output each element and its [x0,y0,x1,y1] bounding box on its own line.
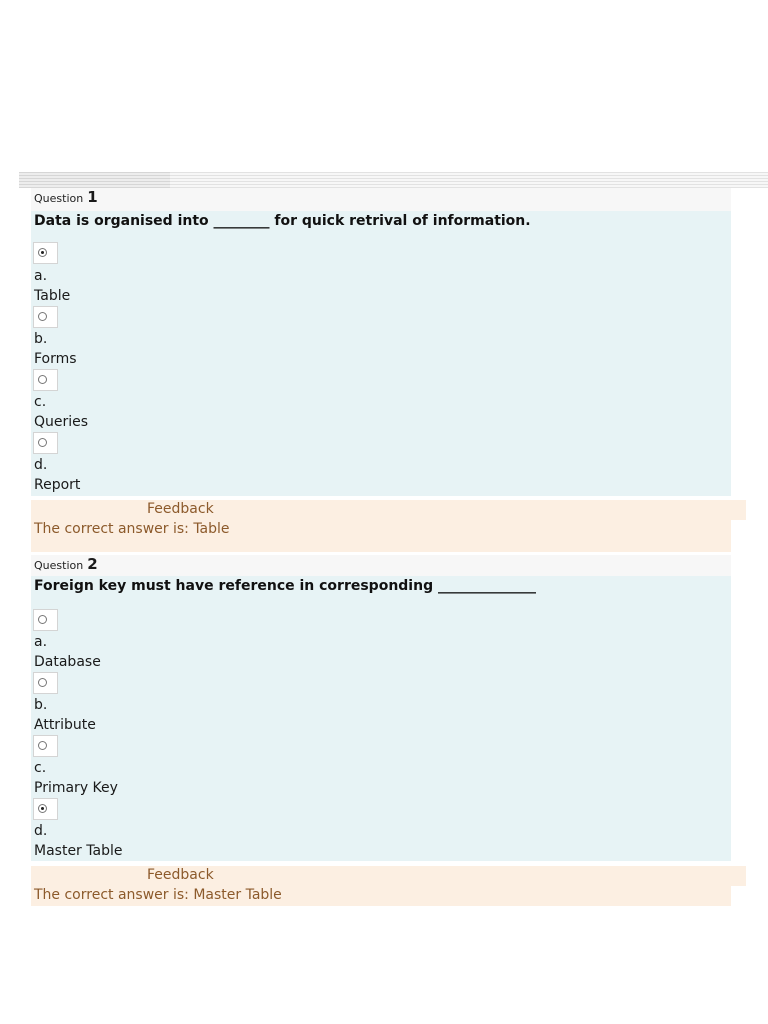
option-text[interactable]: Database [34,654,101,670]
feedback-text: The correct answer is: Table [34,521,230,537]
option-b-radio[interactable] [33,306,58,328]
option-text[interactable]: Queries [34,414,89,430]
radio-unchecked-icon [38,438,47,447]
radio-unchecked-icon [38,741,47,750]
feedback-body [31,886,731,906]
option-c-radio[interactable] [33,369,58,391]
radio-checked-icon [38,248,47,257]
option-letter: c. [34,394,47,410]
header-divider-segment [19,172,170,188]
option-letter: d. [34,823,48,839]
option-d-radio[interactable] [33,432,58,454]
question-label: Question [34,192,84,205]
option-letter: b. [34,697,48,713]
option-letter: a. [34,634,48,650]
option-text[interactable]: Report [34,477,81,493]
question-label: Question [34,559,84,572]
option-d-radio[interactable] [33,798,58,820]
option-b-radio[interactable] [33,672,58,694]
option-a-radio[interactable] [33,242,58,264]
option-letter: c. [34,760,47,776]
option-c-radio[interactable] [33,735,58,757]
feedback-header [31,500,746,520]
option-text[interactable]: Attribute [34,717,96,733]
question-number: 2 [87,555,98,573]
header-divider [19,172,768,188]
feedback-title: Feedback [147,501,214,517]
question-2-body [31,576,731,861]
question-2-text: Foreign key must have reference in corresponding ______________ [34,578,536,594]
feedback-title: Feedback [147,867,214,883]
radio-checked-icon [38,804,47,813]
question-2-header [31,555,731,576]
feedback-text: The correct answer is: Master Table [34,887,282,903]
question-number: 1 [87,188,98,206]
option-text[interactable]: Primary Key [34,780,118,796]
question-1-text: Data is organised into ________ for quick retrival of information. [34,213,531,229]
option-text[interactable]: Forms [34,351,77,367]
radio-unchecked-icon [38,678,47,687]
option-letter: b. [34,331,48,347]
feedback-body [31,520,731,552]
option-letter: a. [34,268,48,284]
radio-unchecked-icon [38,375,47,384]
question-1-header [31,188,731,211]
radio-unchecked-icon [38,615,47,624]
option-text[interactable]: Master Table [34,843,123,859]
option-letter: d. [34,457,48,473]
question-1-body [31,211,731,496]
option-a-radio[interactable] [33,609,58,631]
feedback-header [31,866,746,886]
option-text[interactable]: Table [34,288,71,304]
radio-unchecked-icon [38,312,47,321]
